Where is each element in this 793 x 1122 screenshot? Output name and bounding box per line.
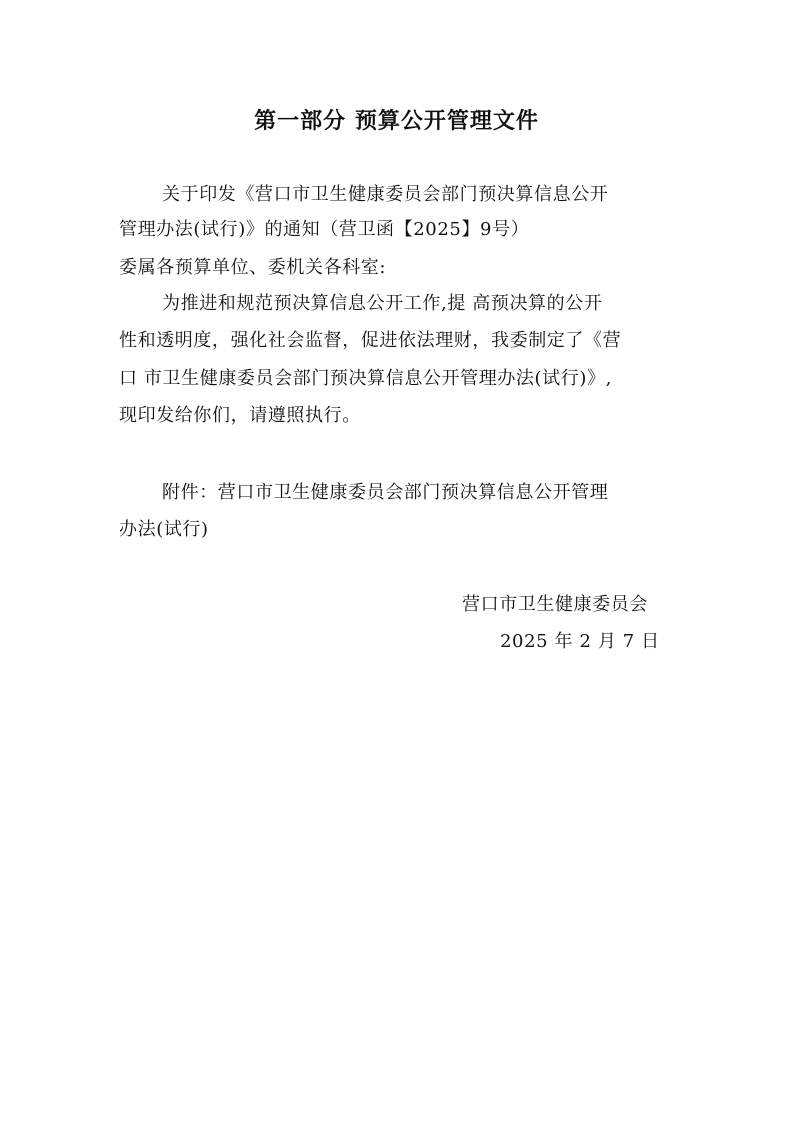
signatory: 营口市卫生健康委员会 [462, 594, 648, 615]
body-line-3: 口 市卫生健康委员会部门预决算信息公开管理办法(试行)》, [119, 368, 612, 389]
salutation: 委属各预算单位、委机关各科室: [119, 257, 387, 278]
document-title: 第一部分 预算公开管理文件 [254, 109, 539, 134]
notice-heading-line-1: 关于印发《营口市卫生健康委员会部门预决算信息公开 [162, 184, 609, 205]
body-line-1: 为推进和规范预决算信息公开工作,提 高预决算的公开 [162, 293, 603, 314]
body-line-4: 现印发给你们，请遵照执行。 [119, 405, 361, 426]
issue-date: 2025 年 2 月 7 日 [500, 631, 660, 652]
notice-heading-line-2: 管理办法(试行)》的通知（营卫函【2025】9号） [119, 219, 530, 240]
attachment-line-2: 办法(试行) [119, 519, 209, 540]
attachment-line-1: 附件：营口市卫生健康委员会部门预决算信息公开管理 [162, 482, 609, 503]
body-line-2: 性和透明度，强化社会监督，促进依法理财，我委制定了《营 [119, 330, 622, 351]
